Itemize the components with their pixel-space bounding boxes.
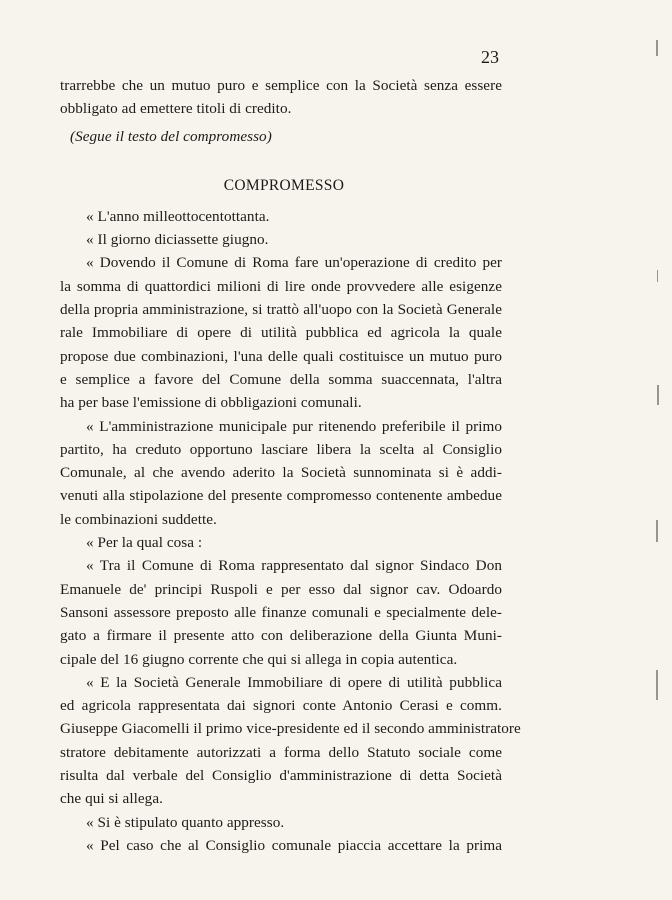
- paragraph-line: venuti alla stipolazione del presente compromesso contenente ambedue: [60, 487, 502, 505]
- paragraph-line: « L'anno milleottocentottanta.: [86, 207, 270, 225]
- page-text: [60, 74, 521, 857]
- text-line: trarrebbe che un mutuo puro e semplice con la Società senza essere: [60, 77, 502, 94]
- scan-mark: [656, 40, 658, 56]
- paragraph-line: e semplice a favore del Comune della somma suaccennata, l'altra: [60, 370, 502, 388]
- paragraph-line: Giuseppe Giacomelli il primo vice-presidente ed il secondo amministratore: [60, 720, 521, 738]
- paragraph-line: « Pel caso che al Consiglio comunale piaccia accettare la prima: [86, 836, 502, 854]
- paragraph-line: Sansoni assessore preposto alle finanze comunali e specialmente dele-: [60, 603, 502, 621]
- paragraph-line: cipale del 16 giugno corrente che qui si allega in copia autentica.: [60, 650, 458, 668]
- paragraph-line: propose due combinazioni, l'una delle quali costituisce un mutuo puro: [60, 347, 502, 365]
- paragraph-line: la somma di quattordici milioni di lire onde provvedere alle esigenze: [60, 277, 502, 295]
- paragraph-line: « Per la qual cosa :: [86, 534, 203, 552]
- paragraph-line: « L'amministrazione municipale pur ritenendo preferibile il primo: [86, 417, 502, 435]
- paragraph-line: Emanuele de' principi Ruspoli e per esso dal signor cav. Odoardo: [60, 580, 502, 598]
- paragraph-line: risulta dal verbale del Consiglio d'amministrazione di detta Società: [60, 767, 502, 785]
- paragraph-line: che qui si allega.: [60, 790, 163, 808]
- page-number: 23: [481, 47, 499, 67]
- paragraph-line: della propria amministrazione, si trattò all'uopo con la Società Generale: [60, 301, 502, 319]
- paragraph-line: partito, ha creduto opportuno lasciare libera la scelta al Consiglio: [60, 440, 502, 458]
- scan-mark: [657, 385, 659, 405]
- editorial-note: (Segue il testo del compromesso): [70, 127, 272, 145]
- paragraph-line: stratore debitamente autorizzati a forma dello Statuto sociale come: [60, 743, 502, 761]
- paragraph-line: ed agricola rappresentata dai signori conte Antonio Cerasi e comm.: [60, 697, 502, 715]
- paragraph-line: le combinazioni suddette.: [60, 510, 217, 528]
- scan-mark: [656, 520, 658, 542]
- paragraph-line: gato a firmare il presente atto con deliberazione della Giunta Muni-: [60, 627, 502, 645]
- section-heading: COMPROMESSO: [223, 176, 345, 194]
- paragraph-line: « E la Società Generale Immobiliare di opere di utilità pubblica: [86, 673, 502, 691]
- scan-mark: [656, 670, 658, 700]
- paragraph-line: Comunale, al che avendo aderito la Società sunnominata si è addi-: [60, 464, 502, 482]
- paragraph-line: « Tra il Comune di Roma rappresentato dal signor Sindaco Don: [86, 557, 502, 575]
- scan-mark: [657, 270, 658, 282]
- paragraph-line: « Il giorno diciassette giugno.: [86, 231, 269, 249]
- paragraph-line: rale Immobiliare di opere di utilità pubblica ed agricola la quale: [60, 324, 502, 342]
- paragraph-line: « Dovendo il Comune di Roma fare un'operazione di credito per: [86, 254, 502, 272]
- paragraph-line: ha per base l'emissione di obbligazioni comunali.: [60, 394, 362, 412]
- paragraph-line: « Si è stipulato quanto appresso.: [86, 813, 285, 831]
- text-line: obbligato ad emettere titoli di credito.: [60, 100, 292, 118]
